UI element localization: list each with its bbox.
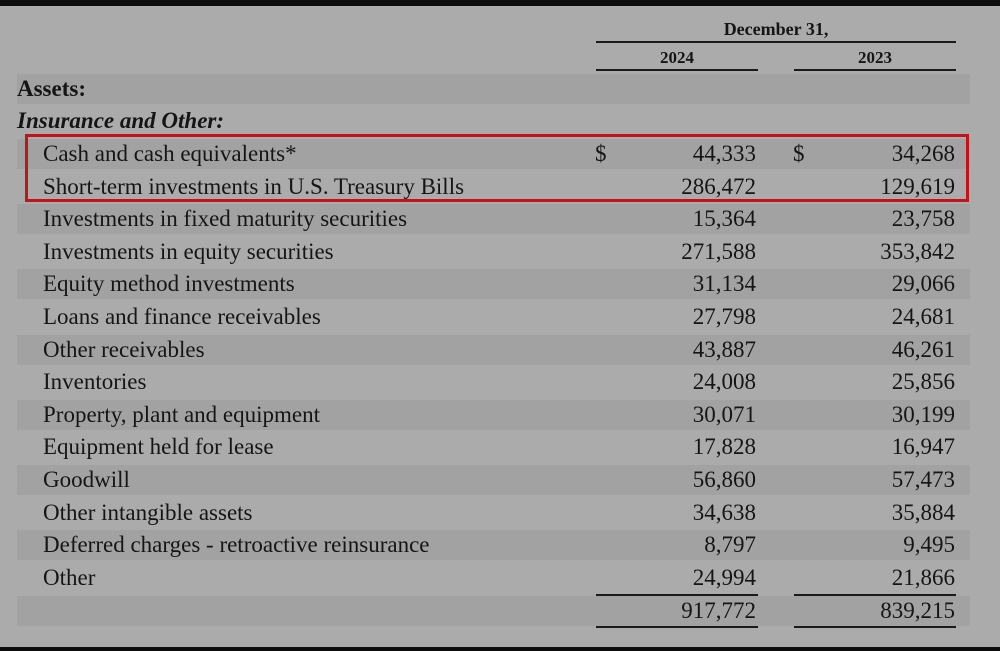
row-label: Other intangible assets: [43, 500, 253, 525]
row-label: Property, plant and equipment: [43, 402, 320, 427]
section-title: Assets:: [17, 76, 86, 101]
table-row: [17, 530, 970, 560]
row-label: Investments in equity securities: [43, 239, 334, 264]
row-value-2023: 16,947: [891, 434, 955, 459]
section-subtitle: Insurance and Other:: [17, 108, 225, 133]
table-row: [17, 400, 970, 430]
table-row: [17, 302, 970, 332]
row-label: Other: [43, 565, 96, 590]
row-value-2023: 9,495: [903, 532, 955, 557]
row-value-2023: 21,866: [891, 565, 955, 590]
top-edge-bar: [0, 0, 1000, 6]
column-group-header-date: December 31,: [596, 17, 956, 43]
table-row: [17, 139, 970, 169]
row-value-2024: 34,638: [692, 500, 756, 525]
row-label: Inventories: [43, 369, 147, 394]
row-value-2024: 24,008: [692, 369, 756, 394]
row-label: Equipment held for lease: [43, 434, 274, 459]
row-value-2023: 46,261: [891, 337, 955, 362]
row-label: Goodwill: [43, 467, 130, 492]
row-value-2023: 25,856: [891, 369, 955, 394]
row-label: Deferred charges - retroactive reinsurance: [43, 532, 430, 557]
row-value-2024: 31,134: [692, 271, 756, 296]
row-value-2023: 129,619: [880, 174, 955, 199]
row-value-2024: 15,364: [692, 206, 756, 231]
currency-symbol-2023: $: [793, 141, 805, 166]
table-row: [17, 367, 970, 397]
table-row: [17, 335, 970, 365]
row-value-2023: 35,884: [891, 500, 955, 525]
row-label: Other receivables: [43, 337, 205, 362]
table-row: [17, 269, 970, 299]
section-subtitle-row: [17, 106, 970, 136]
total-rule-2023: [794, 626, 956, 628]
column-header-2023: 2023: [794, 47, 956, 71]
total-2023: 839,215: [880, 598, 955, 623]
table-row: [17, 432, 970, 462]
row-value-2024: 44,333: [692, 141, 756, 166]
total-rule-2024: [596, 626, 758, 628]
row-value-2023: 29,066: [891, 271, 955, 296]
row-label: Loans and finance receivables: [43, 304, 321, 329]
row-label: Equity method investments: [43, 271, 295, 296]
table-row: [17, 498, 970, 528]
row-value-2024: 43,887: [692, 337, 756, 362]
row-value-2023: 24,681: [891, 304, 955, 329]
row-value-2023: 23,758: [891, 206, 955, 231]
table-row: [17, 204, 970, 234]
table-row: [17, 237, 970, 267]
currency-symbol-2024: $: [595, 141, 607, 166]
table-row: [17, 563, 970, 593]
row-label: Short-term investments in U.S. Treasury Bills: [43, 174, 465, 199]
row-value-2023: 34,268: [891, 141, 955, 166]
row-label: Cash and cash equivalents*: [43, 141, 297, 166]
row-value-2024: 30,071: [692, 402, 756, 427]
row-value-2024: 286,472: [681, 174, 756, 199]
bottom-edge-bar: [0, 647, 1000, 651]
row-value-2023: 30,199: [891, 402, 955, 427]
row-value-2024: 24,994: [692, 565, 756, 590]
row-value-2024: 271,588: [681, 239, 756, 264]
row-label: Investments in fixed maturity securities: [43, 206, 408, 231]
row-value-2024: 56,860: [692, 467, 756, 492]
row-value-2023: 57,473: [891, 467, 955, 492]
table-row: [17, 465, 970, 495]
total-row: [17, 596, 970, 626]
section-title-row: [17, 74, 970, 104]
row-value-2024: 17,828: [692, 434, 756, 459]
row-value-2024: 27,798: [692, 304, 756, 329]
table-row: [17, 172, 970, 202]
row-value-2023: 353,842: [880, 239, 955, 264]
total-2024: 917,772: [681, 598, 756, 623]
column-header-2024: 2024: [596, 47, 758, 71]
row-value-2024: 8,797: [704, 532, 756, 557]
